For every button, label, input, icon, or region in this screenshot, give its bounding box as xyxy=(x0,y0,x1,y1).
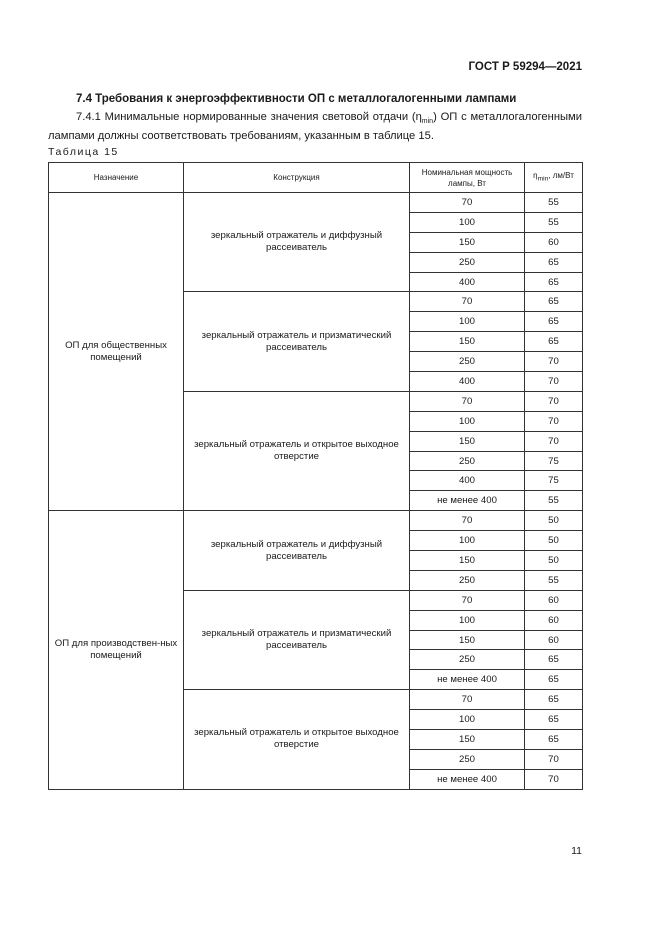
cell-power: 100 xyxy=(410,610,525,630)
cell-construction: зеркальный отражатель и диффузный рассеиватель xyxy=(184,193,410,292)
cell-power: 100 xyxy=(410,531,525,551)
header-eta-symbol: η xyxy=(533,171,538,181)
cell-power: 70 xyxy=(410,391,525,411)
table-row xyxy=(49,511,583,531)
cell-power: 100 xyxy=(410,212,525,232)
cell-power: не менее 400 xyxy=(410,491,525,511)
cell-eta: 55 xyxy=(525,193,583,213)
cell-eta: 60 xyxy=(525,630,583,650)
cell-power: не менее 400 xyxy=(410,769,525,789)
cell-eta: 65 xyxy=(525,730,583,750)
cell-purpose: ОП для общественных помещений xyxy=(49,193,184,511)
header-construction: Конструкция xyxy=(184,163,410,193)
cell-construction: зеркальный отражатель и призматический рассеиватель xyxy=(184,292,410,391)
cell-power: 250 xyxy=(410,451,525,471)
cell-power: 100 xyxy=(410,411,525,431)
cell-power: 70 xyxy=(410,292,525,312)
table-row xyxy=(49,193,583,213)
cell-eta: 70 xyxy=(525,352,583,372)
table-15 xyxy=(48,162,583,790)
cell-power: 150 xyxy=(410,332,525,352)
cell-eta: 50 xyxy=(525,551,583,571)
cell-eta: 70 xyxy=(525,391,583,411)
cell-eta: 65 xyxy=(525,650,583,670)
cell-power: 70 xyxy=(410,590,525,610)
cell-power: не менее 400 xyxy=(410,670,525,690)
cell-eta: 70 xyxy=(525,372,583,392)
cell-eta: 70 xyxy=(525,411,583,431)
cell-construction: зеркальный отражатель и открытое выходное отверстие xyxy=(184,391,410,510)
cell-power: 150 xyxy=(410,730,525,750)
cell-power: 70 xyxy=(410,690,525,710)
cell-eta: 65 xyxy=(525,670,583,690)
cell-power: 150 xyxy=(410,551,525,571)
paragraph-7-4-1 xyxy=(48,110,582,144)
cell-power: 150 xyxy=(410,431,525,451)
cell-power: 250 xyxy=(410,352,525,372)
cell-eta: 65 xyxy=(525,332,583,352)
cell-power: 400 xyxy=(410,372,525,392)
cell-eta: 60 xyxy=(525,590,583,610)
cell-eta: 50 xyxy=(525,511,583,531)
cell-eta: 60 xyxy=(525,610,583,630)
cell-eta: 65 xyxy=(525,252,583,272)
cell-eta: 65 xyxy=(525,690,583,710)
cell-power: 250 xyxy=(410,252,525,272)
cell-construction: зеркальный отражатель и открытое выходное отверстие xyxy=(184,690,410,789)
cell-eta: 65 xyxy=(525,272,583,292)
cell-eta: 50 xyxy=(525,531,583,551)
cell-eta: 70 xyxy=(525,749,583,769)
header-eta-unit: , лм/Вт xyxy=(548,171,574,181)
cell-power: 150 xyxy=(410,630,525,650)
cell-power: 70 xyxy=(410,511,525,531)
cell-eta: 55 xyxy=(525,491,583,511)
page-number: 11 xyxy=(571,845,582,857)
para-text-end: ) ОП с металлогалогенными лампами должны соответствовать требованиям, указанным в таблице 15. xyxy=(48,111,582,143)
cell-eta: 55 xyxy=(525,570,583,590)
cell-construction: зеркальный отражатель и призматический рассеиватель xyxy=(184,590,410,689)
para-text-start: 7.4.1 Минимальные нормированные значения световой отдачи (η xyxy=(76,111,422,123)
cell-power: 400 xyxy=(410,272,525,292)
standard-number: ГОСТ Р 59294—2021 xyxy=(468,61,582,73)
cell-power: 400 xyxy=(410,471,525,491)
cell-eta: 70 xyxy=(525,769,583,789)
cell-eta: 75 xyxy=(525,451,583,471)
cell-construction: зеркальный отражатель и диффузный рассеиватель xyxy=(184,511,410,591)
header-eta xyxy=(525,163,583,193)
cell-power: 70 xyxy=(410,193,525,213)
cell-power: 250 xyxy=(410,570,525,590)
table-header-row xyxy=(49,163,583,193)
cell-eta: 65 xyxy=(525,312,583,332)
cell-eta: 75 xyxy=(525,471,583,491)
cell-power: 100 xyxy=(410,710,525,730)
header-eta-sub: min xyxy=(537,175,549,183)
section-heading: 7.4 Требования к энергоэффективности ОП с металлогалогенными лампами xyxy=(76,93,517,105)
cell-power: 150 xyxy=(410,232,525,252)
cell-power: 250 xyxy=(410,650,525,670)
cell-power: 100 xyxy=(410,312,525,332)
table-caption: Таблица 15 xyxy=(48,146,119,158)
cell-eta: 65 xyxy=(525,292,583,312)
cell-eta: 65 xyxy=(525,710,583,730)
cell-power: 250 xyxy=(410,749,525,769)
header-power: Номинальная мощность лампы, Вт xyxy=(410,163,525,193)
header-purpose: Назначение xyxy=(49,163,184,193)
cell-eta: 55 xyxy=(525,212,583,232)
para-subscript: min xyxy=(421,118,434,126)
cell-eta: 70 xyxy=(525,431,583,451)
cell-purpose: ОП для производствен-ных помещений xyxy=(49,511,184,789)
cell-eta: 60 xyxy=(525,232,583,252)
